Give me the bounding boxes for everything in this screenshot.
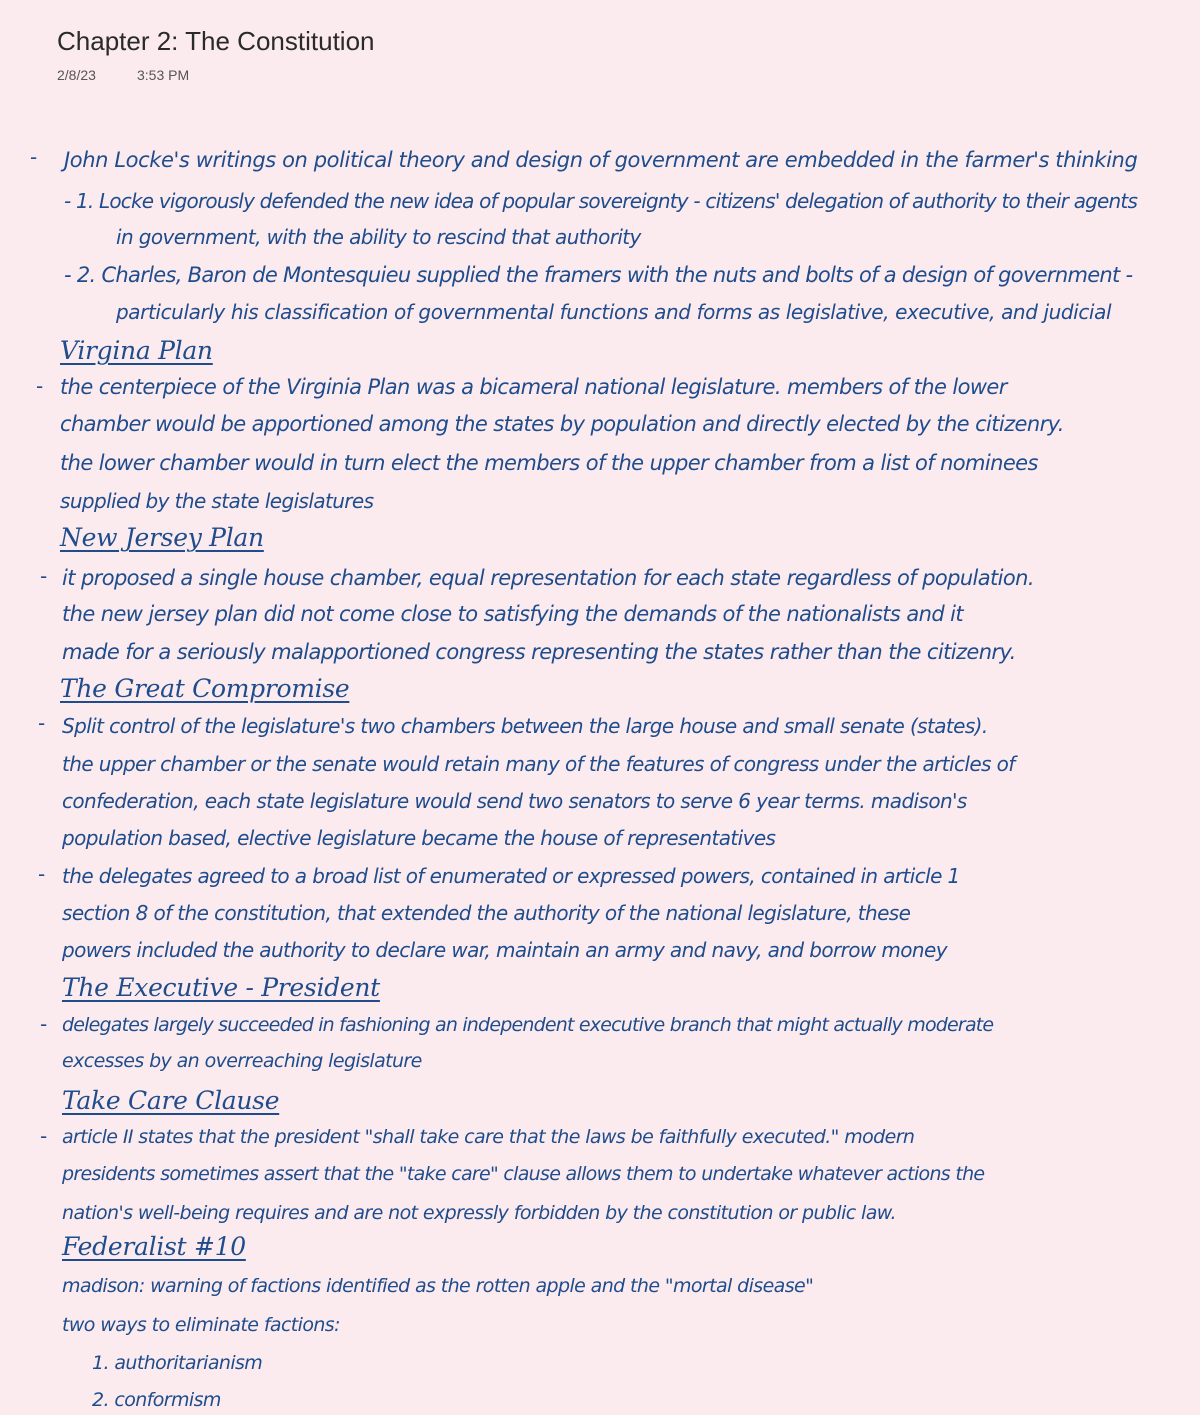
note-line: the new jersey plan did not come close to satisfying the demands of the nationalists and it xyxy=(62,602,963,626)
note-line: section 8 of the constitution, that extended the authority of the national legislature, these xyxy=(62,901,911,925)
section-heading: New Jersey Plan xyxy=(60,523,264,552)
note-line: the delegates agreed to a broad list of enumerated or expressed powers, contained in article 1 xyxy=(62,864,960,888)
note-line: - 1. Locke vigorously defended the new idea of popular sovereignty - citizens' delegation of authority to their agents xyxy=(64,189,1138,213)
note-line: delegates largely succeeded in fashioning an independent executive branch that might actually moderate xyxy=(62,1014,994,1036)
bullet-dash: - xyxy=(40,564,48,588)
note-line: confederation, each state legislature would send two senators to serve 6 year terms. madison's xyxy=(62,789,967,813)
bullet-dash: - xyxy=(36,374,44,398)
section-heading: The Executive - President xyxy=(62,973,380,1002)
bullet-dash: - xyxy=(30,145,38,169)
note-line: excesses by an overreaching legislature xyxy=(62,1050,422,1072)
note-line: nation's well-being requires and are not expressly forbidden by the constitution or public law. xyxy=(62,1202,896,1224)
bullet-dash: - xyxy=(38,711,46,735)
note-line: population based, elective legislature became the house of representatives xyxy=(62,826,776,850)
note-line: 2. conformism xyxy=(92,1389,221,1411)
note-line: powers included the authority to declare war, maintain an army and navy, and borrow money xyxy=(62,938,947,962)
section-heading: Federalist #10 xyxy=(62,1232,246,1261)
bullet-dash: - xyxy=(40,1124,48,1148)
note-line: in government, with the ability to rescind that authority xyxy=(116,225,641,249)
section-heading: Take Care Clause xyxy=(62,1086,280,1115)
note-line: Split control of the legislature's two chambers between the large house and small senate (states). xyxy=(62,714,988,738)
note-line: supplied by the state legislatures xyxy=(60,489,374,513)
note-line: made for a seriously malapportioned congress representing the states rather than the citizenry. xyxy=(62,640,1016,664)
note-line: two ways to eliminate factions: xyxy=(62,1314,340,1336)
note-line: it proposed a single house chamber, equal representation for each state regardless of population. xyxy=(62,566,1034,590)
section-heading: Virgina Plan xyxy=(60,336,213,365)
section-heading: The Great Compromise xyxy=(60,674,350,703)
note-line: - 2. Charles, Baron de Montesquieu supplied the framers with the nuts and bolts of a design of government - xyxy=(64,263,1133,287)
note-line: chamber would be apportioned among the states by population and directly elected by the citizenry. xyxy=(60,412,1064,436)
page-time: 3:53 PM xyxy=(137,67,190,83)
note-line: the lower chamber would in turn elect the members of the upper chamber from a list of nominees xyxy=(60,451,1038,475)
page-title: Chapter 2: The Constitution xyxy=(57,26,375,56)
bullet-dash: - xyxy=(40,1012,48,1036)
note-line: the upper chamber or the senate would retain many of the features of congress under the articles of xyxy=(62,752,1015,776)
note-line: the centerpiece of the Virginia Plan was a bicameral national legislature. members of the lower xyxy=(60,375,1007,399)
note-line: madison: warning of factions identified as the rotten apple and the "mortal disease" xyxy=(62,1275,814,1297)
note-line: particularly his classification of governmental functions and forms as legislative, executive, and judicial xyxy=(116,300,1112,324)
bullet-dash: - xyxy=(38,862,46,886)
note-line: John Locke's writings on political theory and design of government are embedded in the farmer's thinking xyxy=(64,148,1138,172)
note-line: 1. authoritarianism xyxy=(92,1352,263,1374)
note-line: presidents sometimes assert that the "take care" clause allows them to undertake whatever actions the xyxy=(62,1163,985,1185)
note-line: article II states that the president "shall take care that the laws be faithfully executed." modern xyxy=(62,1126,915,1148)
page-date: 2/8/23 xyxy=(57,67,96,83)
